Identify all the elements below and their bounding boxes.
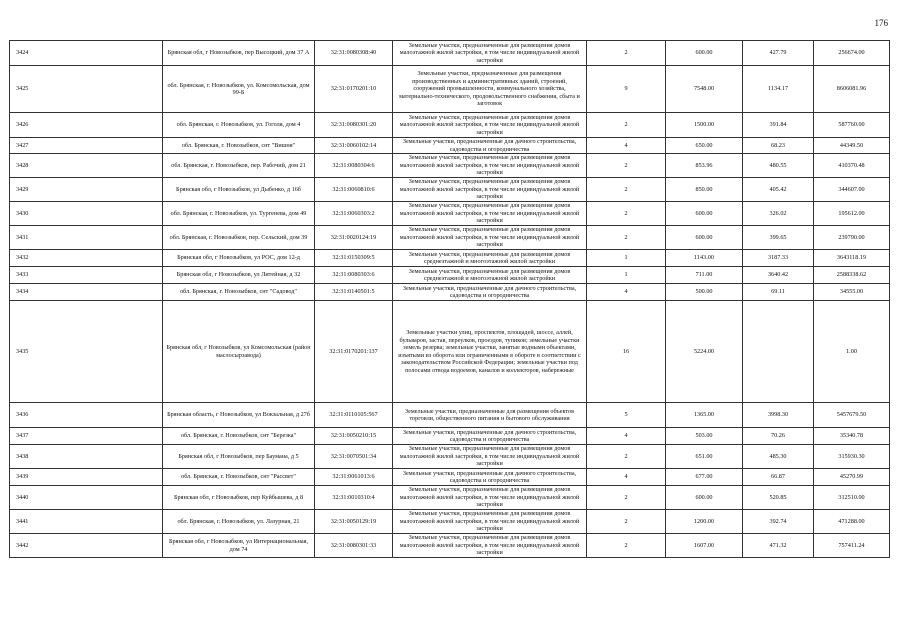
land-use-cell: Земельные участки, предназначенные для размещения домов среднеэтажной и многоэтажной жилой застройки — [393, 267, 587, 284]
rate-cell: 66.87 — [743, 469, 814, 486]
rate-cell: 68.23 — [743, 138, 814, 154]
group-cell: 4 — [587, 428, 666, 445]
rate-cell: 3187.33 — [743, 250, 814, 267]
table-row — [10, 469, 890, 486]
group-cell: 1 — [587, 267, 666, 284]
land-use-cell: Земельные участки, предназначенные для размещения домов малоэтажной жилой застройки, в том числе индивидуальной жилой застройки — [393, 41, 587, 66]
rate-cell: 399.65 — [743, 226, 814, 250]
address-cell: Брянская обл, г Новозыбков, ул Интернациональная, дом 74 — [163, 534, 315, 558]
area-cell: 1365.00 — [666, 403, 743, 428]
group-cell: 2 — [587, 486, 666, 510]
group-cell: 4 — [587, 138, 666, 154]
area-cell: 850.00 — [666, 178, 743, 202]
table-row — [10, 66, 890, 113]
rate-cell: 391.84 — [743, 113, 814, 138]
address-cell: обл. Брянская, г. Новозыбков, ул. Гоголя, дом 4 — [163, 113, 315, 138]
row-number: 3424 — [10, 41, 163, 66]
row-number: 3425 — [10, 66, 163, 113]
area-cell: 600.00 — [666, 41, 743, 66]
row-number: 3437 — [10, 428, 163, 445]
table-row — [10, 41, 890, 66]
group-cell: 1 — [587, 250, 666, 267]
table-row — [10, 267, 890, 284]
row-number: 3427 — [10, 138, 163, 154]
cadastral-number-cell: 32:31:0060303:2 — [315, 202, 393, 226]
cadastral-number-cell: 32:31:0080308:40 — [315, 41, 393, 66]
group-cell: 5 — [587, 403, 666, 428]
area-cell: 1607.00 — [666, 534, 743, 558]
cadastral-number-cell: 32:31:0050129:19 — [315, 510, 393, 534]
row-number: 3428 — [10, 154, 163, 178]
value-cell: 239790.00 — [814, 226, 890, 250]
table-row — [10, 284, 890, 301]
value-cell: 3643118.19 — [814, 250, 890, 267]
cadastral-number-cell: 32:31:0061013:6 — [315, 469, 393, 486]
area-cell: 1200.00 — [666, 510, 743, 534]
area-cell: 7548.00 — [666, 66, 743, 113]
table-row — [10, 403, 890, 428]
cadastral-number-cell: 32:31:0080303:6 — [315, 267, 393, 284]
address-cell: Брянская обл, г Новозыбков, ул Комсомольская (район маслосырзавода) — [163, 301, 315, 403]
cadastral-number-cell: 32:31:0140501:5 — [315, 284, 393, 301]
address-cell: Брянская обл, г Новозыбков, пер Баумана, д 5 — [163, 445, 315, 469]
area-cell: 600.00 — [666, 202, 743, 226]
rate-cell: 392.74 — [743, 510, 814, 534]
rate-cell: 480.55 — [743, 154, 814, 178]
value-cell: 471288.00 — [814, 510, 890, 534]
area-cell: 677.00 — [666, 469, 743, 486]
group-cell: 9 — [587, 66, 666, 113]
value-cell: 35340.78 — [814, 428, 890, 445]
table-row — [10, 428, 890, 445]
table-row — [10, 154, 890, 178]
value-cell: 312510.00 — [814, 486, 890, 510]
address-cell: Брянская обл, г Новозыбков, пер Куйбышева, д 8 — [163, 486, 315, 510]
land-use-cell: Земельные участки, предназначенные для размещения домов малоэтажной жилой застройки, в том числе индивидуальной жилой застройки — [393, 178, 587, 202]
group-cell: 2 — [587, 445, 666, 469]
area-cell: 1500.00 — [666, 113, 743, 138]
row-number: 3438 — [10, 445, 163, 469]
row-number: 3433 — [10, 267, 163, 284]
land-use-cell: Земельные участки улиц, проспектов, площадей, шоссе, аллей, бульваров, застав, переулков, проездов, тупиков; земельные участки земель резерва; земельные участки, занятые водными объектами, изъятыми из оборота или ограниченными в обороте в соответствии с законодательством Российской Федерации; земельные участки под полосами отвода водоемов, каналов и коллекторов, набережные — [393, 301, 587, 403]
rate-cell: 3998.30 — [743, 403, 814, 428]
address-cell: обл. Брянская, г. Новозыбков, ул. Комсомольская, дом 99-Б — [163, 66, 315, 113]
rate-cell: 427.79 — [743, 41, 814, 66]
rate-cell: 69.11 — [743, 284, 814, 301]
address-cell: Брянская обл, г Новозыбков, ул Дыбенко, д 16б — [163, 178, 315, 202]
row-number: 3436 — [10, 403, 163, 428]
value-cell: 587760.00 — [814, 113, 890, 138]
row-number: 3432 — [10, 250, 163, 267]
address-cell: обл. Брянская, г. Новозыбков, снт "Вишня" — [163, 138, 315, 154]
rate-cell: 485.30 — [743, 445, 814, 469]
rate-cell: 520.85 — [743, 486, 814, 510]
area-cell: 711.00 — [666, 267, 743, 284]
value-cell: 315930.30 — [814, 445, 890, 469]
cadastral-number-cell: 32:31:0170201:10 — [315, 66, 393, 113]
table-row — [10, 534, 890, 558]
group-cell: 2 — [587, 202, 666, 226]
table-row — [10, 113, 890, 138]
row-number: 3426 — [10, 113, 163, 138]
row-number: 3442 — [10, 534, 163, 558]
area-cell: 503.00 — [666, 428, 743, 445]
land-use-cell: Земельные участки, предназначенные для размещения домов малоэтажной жилой застройки, в том числе индивидуальной жилой застройки — [393, 510, 587, 534]
value-cell: 256674.00 — [814, 41, 890, 66]
row-number: 3439 — [10, 469, 163, 486]
rate-cell: 471.32 — [743, 534, 814, 558]
value-cell: 757411.24 — [814, 534, 890, 558]
value-cell: 344607.00 — [814, 178, 890, 202]
land-use-cell: Земельные участки, предназначенные для дачного строительства, садоводства и огородничества — [393, 469, 587, 486]
address-cell: обл. Брянская, г. Новозыбков, ул. Лазурная, 21 — [163, 510, 315, 534]
value-cell: 2588338.62 — [814, 267, 890, 284]
area-cell: 5224.00 — [666, 301, 743, 403]
rate-cell: 3640.42 — [743, 267, 814, 284]
group-cell: 2 — [587, 178, 666, 202]
cadastral-number-cell: 32:31:0170201:137 — [315, 301, 393, 403]
address-cell: обл. Брянская, г. Новозыбков, ул. Тургенева, дом 49 — [163, 202, 315, 226]
table-row — [10, 178, 890, 202]
cadastral-number-cell: 32:31:0070501:34 — [315, 445, 393, 469]
land-use-cell: Земельные участки, предназначенные для дачного строительства, садоводства и огородничества — [393, 138, 587, 154]
address-cell: обл. Брянская, г. Новозыбков, снт "Садовод" — [163, 284, 315, 301]
row-number: 3441 — [10, 510, 163, 534]
row-number: 3435 — [10, 301, 163, 403]
land-use-cell: Земельные участки, предназначенные для размещения домов малоэтажной жилой застройки, в том числе индивидуальной жилой застройки — [393, 445, 587, 469]
table-row — [10, 510, 890, 534]
land-use-cell: Земельные участки, предназначенные для дачного строительства, садоводства и огородничества — [393, 284, 587, 301]
cadastral-number-cell: 32:31:0020124:19 — [315, 226, 393, 250]
group-cell: 4 — [587, 284, 666, 301]
group-cell: 2 — [587, 41, 666, 66]
area-cell: 500.00 — [666, 284, 743, 301]
value-cell: 34555.00 — [814, 284, 890, 301]
value-cell: 195612.00 — [814, 202, 890, 226]
cadastral-number-cell: 32:31:0110105:567 — [315, 403, 393, 428]
table-row — [10, 486, 890, 510]
area-cell: 650.00 — [666, 138, 743, 154]
cadastral-number-cell: 32:31:0050210:15 — [315, 428, 393, 445]
group-cell: 2 — [587, 113, 666, 138]
table-row — [10, 301, 890, 403]
address-cell: обл. Брянская, г. Новозыбков, пер. Рабочий, дом 21 — [163, 154, 315, 178]
cadastral-number-cell: 32:31:0060810:6 — [315, 178, 393, 202]
group-cell: 2 — [587, 510, 666, 534]
value-cell: 44349.50 — [814, 138, 890, 154]
land-use-cell: Земельные участки, предназначенные для дачного строительства, садоводства и огородничества — [393, 428, 587, 445]
row-number: 3430 — [10, 202, 163, 226]
row-number: 3440 — [10, 486, 163, 510]
land-use-cell: Земельные участки, предназначенные для размещения домов малоэтажной жилой застройки, в том числе индивидуальной жилой застройки — [393, 534, 587, 558]
cadastral-number-cell: 32:31:0060102:14 — [315, 138, 393, 154]
area-cell: 853.96 — [666, 154, 743, 178]
address-cell: обл. Брянская, г. Новозыбков, пер. Сельский, дом 39 — [163, 226, 315, 250]
value-cell: 1.00 — [814, 301, 890, 403]
address-cell: Брянская обл, г Новозыбков, ул РОС, дом 12-д — [163, 250, 315, 267]
cadastral-number-cell: 32:31:0010310:4 — [315, 486, 393, 510]
value-cell: 5457679.50 — [814, 403, 890, 428]
rate-cell: 326.02 — [743, 202, 814, 226]
address-cell: обл. Брянская, г. Новозыбков, снт "Рассвет" — [163, 469, 315, 486]
group-cell: 16 — [587, 301, 666, 403]
value-cell: 410370.48 — [814, 154, 890, 178]
rate-cell: 405.42 — [743, 178, 814, 202]
cadastral-number-cell: 32:31:0150309:5 — [315, 250, 393, 267]
table-row — [10, 250, 890, 267]
group-cell: 4 — [587, 469, 666, 486]
table-row — [10, 445, 890, 469]
area-cell: 1143.00 — [666, 250, 743, 267]
rate-cell: 70.26 — [743, 428, 814, 445]
group-cell: 2 — [587, 154, 666, 178]
cadastral-value-table — [9, 40, 890, 558]
cadastral-number-cell: 32:31:0080304:6 — [315, 154, 393, 178]
table-row — [10, 226, 890, 250]
land-use-cell: Земельные участки, предназначенные для размещения объектов торговли, общественного питания и бытового обслуживания — [393, 403, 587, 428]
land-use-cell: Земельные участки, предназначенные для размещения домов малоэтажной жилой застройки, в том числе индивидуальной жилой застройки — [393, 154, 587, 178]
area-cell: 600.00 — [666, 226, 743, 250]
table-row — [10, 202, 890, 226]
row-number: 3431 — [10, 226, 163, 250]
cadastral-number-cell: 32:31:0080301:20 — [315, 113, 393, 138]
row-number: 3434 — [10, 284, 163, 301]
group-cell: 2 — [587, 226, 666, 250]
land-use-cell: Земельные участки, предназначенные для размещения домов малоэтажной жилой застройки, в том числе индивидуальной жилой застройки — [393, 486, 587, 510]
cadastral-number-cell: 32:31:0080301:33 — [315, 534, 393, 558]
land-use-cell: Земельные участки, предназначенные для размещения производственных и административных зданий, строений, сооружений промышленности, коммунального хозяйства, материально-технического, продовольственного снабжения, сбыта и заготовок — [393, 66, 587, 113]
value-cell: 8606081.96 — [814, 66, 890, 113]
land-use-cell: Земельные участки, предназначенные для размещения домов среднеэтажной и многоэтажной жилой застройки — [393, 250, 587, 267]
land-use-cell: Земельные участки, предназначенные для размещения домов малоэтажной жилой застройки, в том числе индивидуальной жилой застройки — [393, 113, 587, 138]
land-use-cell: Земельные участки, предназначенные для размещения домов малоэтажной жилой застройки, в том числе индивидуальной жилой застройки — [393, 202, 587, 226]
address-cell: Брянская область, г Новозыбков, ул Вокзальная, д 27б — [163, 403, 315, 428]
row-number: 3429 — [10, 178, 163, 202]
area-cell: 651.00 — [666, 445, 743, 469]
table-row — [10, 138, 890, 154]
rate-cell: 1134.17 — [743, 66, 814, 113]
address-cell: обл. Брянская, г. Новозыбков, снт "Березка" — [163, 428, 315, 445]
area-cell: 600.00 — [666, 486, 743, 510]
address-cell: Брянская обл, г Новозыбков, ул Литейная, д 32 — [163, 267, 315, 284]
group-cell: 2 — [587, 534, 666, 558]
land-use-cell: Земельные участки, предназначенные для размещения домов малоэтажной жилой застройки, в том числе индивидуальной жилой застройки — [393, 226, 587, 250]
page-number: 176 — [874, 18, 888, 28]
address-cell: Брянская обл, г Новозыбков, пер Высоцкий, дом 37 А — [163, 41, 315, 66]
rate-cell — [743, 301, 814, 403]
value-cell: 45270.99 — [814, 469, 890, 486]
